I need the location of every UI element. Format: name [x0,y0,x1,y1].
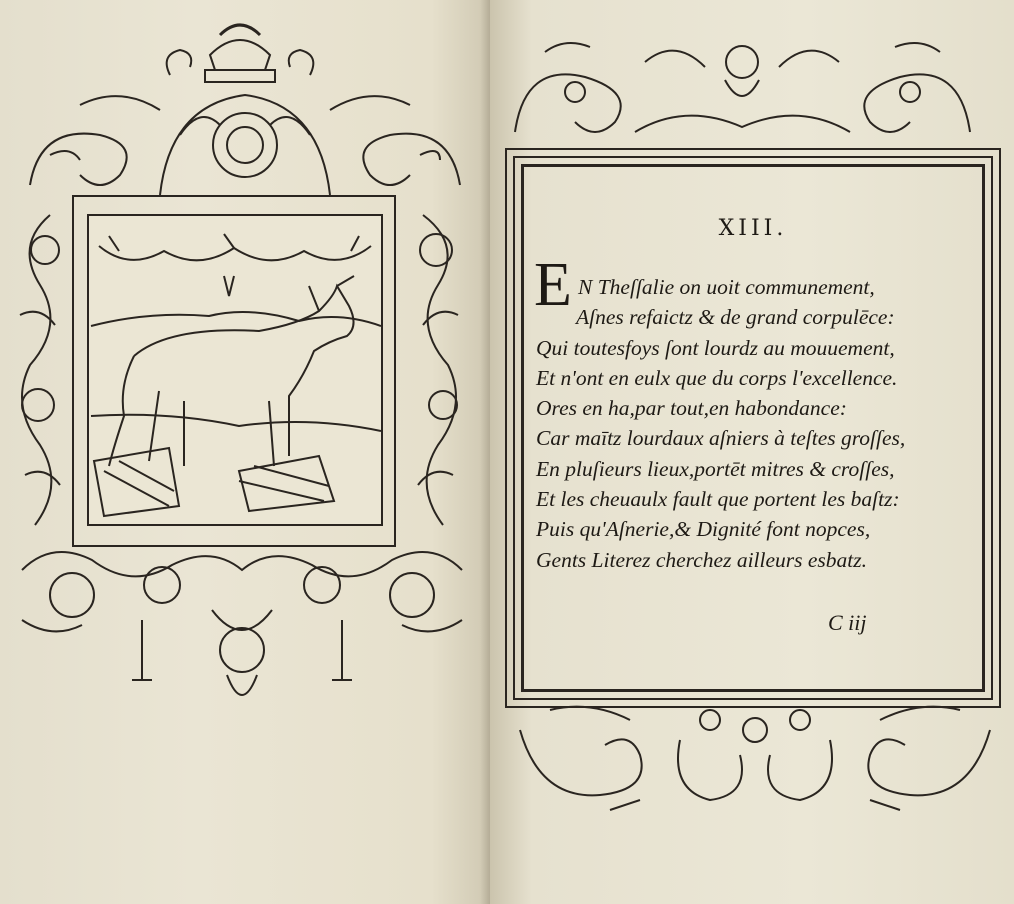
left-side-scroll-ornament [10,205,75,535]
left-top-scroll-ornament [20,65,470,200]
verse-line: Et les cheuaulx fault que portent les baſtz: [536,487,900,512]
verse-line: En pluſieurs lieux,portēt mitres & croſſes, [536,456,895,481]
verse-line: Gents Literez cherchez ailleurs esbatz. [536,547,868,572]
donkey-icon [89,216,381,524]
verse-line: Puis qu'Aſnerie,& Dignité font nopces, [536,517,871,542]
drop-cap: E [534,251,572,319]
emblem-number: XIII. [718,216,788,241]
right-bottom-ornament [510,700,1000,820]
verse [528,272,978,575]
verse-line: Qui toutesfoys ſont lourdz au mouuement, [536,335,895,360]
right-top-ornament [505,32,980,152]
verse-line: Ores en ha,par tout,en habondance: [536,396,847,421]
verse-line: Car maītz lourdaux aſniers à teſtes groſſes, [536,426,906,451]
left-page-right-side-ornament [398,205,470,535]
woodcut-illustration [87,214,383,526]
signature-mark: C iij [828,610,867,635]
verse-line: N Theſſalie on uoit communement, [578,275,875,299]
verse-line: Et n'ont en eulx que du corps l'excellence. [536,365,898,390]
verse-line: Aſnes refaictz & de grand corpulēce: [576,305,895,330]
left-bottom-ornament [12,530,472,730]
emblem-text [528,172,978,677]
